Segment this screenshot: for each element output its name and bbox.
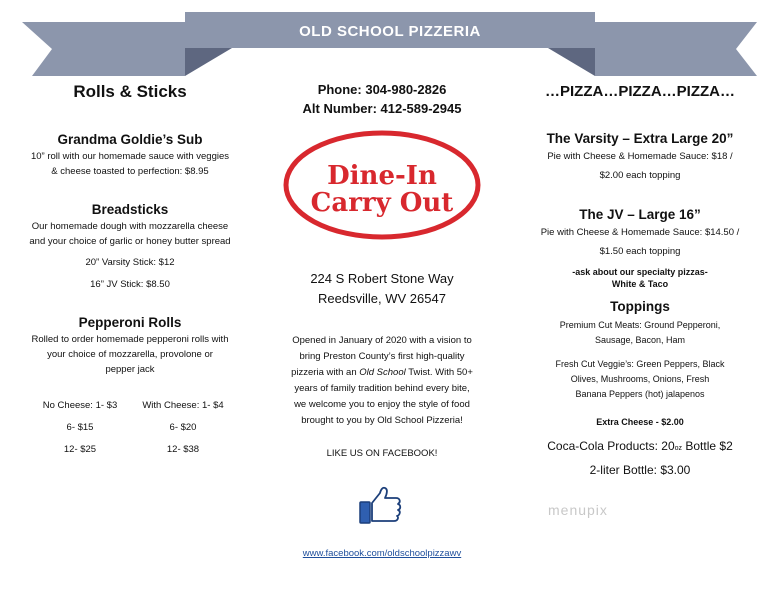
- rolls-sticks-heading: Rolls & Sticks: [73, 82, 187, 101]
- about-line-1: Opened in January of 2020 with a vision to: [292, 335, 472, 346]
- jv-stick-price: 16” JV Stick: $8.50: [90, 279, 170, 290]
- with-cheese-12: 12- $38: [166, 444, 200, 455]
- thumbs-up-icon[interactable]: [358, 485, 404, 525]
- ribbon-right-tail: [595, 22, 757, 76]
- toppings-section: [522, 299, 758, 402]
- pepperoni-desc-2: your choice of mozzarella, provolone or: [47, 349, 213, 360]
- dine-in-logo-svg: [282, 129, 482, 241]
- jv-title: The JV – Large 16”: [579, 207, 701, 222]
- about-line-3-pre: pizzeria with an: [291, 367, 360, 378]
- logo-line-1: Dine-In: [327, 161, 437, 191]
- about-line-3-post: Twist. With 50+: [405, 367, 473, 378]
- toppings-title: Toppings: [610, 299, 670, 314]
- coca-cola-oz: oz: [674, 445, 683, 452]
- about-paragraph: [262, 333, 502, 429]
- varsity-title: The Varsity – Extra Large 20”: [546, 131, 734, 146]
- grandma-sub-section: [14, 132, 246, 179]
- toppings-veg-2: Olives, Mushrooms, Onions, Fresh: [570, 374, 710, 384]
- with-cheese-1: With Cheese: 1- $4: [142, 400, 224, 411]
- toppings-meats-2: Sausage, Bacon, Ham: [594, 335, 686, 345]
- pepperoni-rolls-section: [14, 315, 246, 377]
- pepperoni-desc-3: pepper jack: [105, 364, 155, 375]
- address-line-1: 224 S Robert Stone Way: [310, 271, 454, 286]
- ribbon-left-tail: [22, 22, 185, 76]
- thumbs-up-svg: [358, 485, 404, 525]
- toppings-veg-3: Banana Peppers (hot) jalapenos: [575, 389, 705, 399]
- about-line-3-italic: Old School: [359, 367, 406, 378]
- ribbon-left-fold: [185, 48, 232, 76]
- jv-desc-2: $1.50 each topping: [599, 246, 681, 257]
- logo-line-2: Carry Out: [310, 188, 454, 218]
- breadsticks-desc-2: and your choice of garlic or honey butter spread: [29, 236, 231, 247]
- jv-section: [522, 207, 758, 259]
- about-line-4: years of family tradition behind every bite,: [294, 383, 470, 394]
- coca-cola-post: Bottle $2: [682, 439, 733, 453]
- specialty-line-2: White & Taco: [611, 279, 669, 289]
- menupix-watermark: menupix: [548, 502, 608, 518]
- phone-number: Phone: 304-980-2826: [317, 82, 447, 97]
- alt-number: Alt Number: 412-589-2945: [302, 101, 462, 116]
- grandma-sub-desc-2: & cheese toasted to perfection: $8.95: [51, 166, 209, 177]
- toppings-veg-1: Fresh Cut Veggie’s: Green Peppers, Black: [555, 359, 725, 369]
- jv-desc-1: Pie with Cheese & Homemade Sauce: $14.50 /: [540, 227, 740, 238]
- right-column: [522, 82, 758, 477]
- varsity-section: [522, 131, 758, 183]
- thumb-hand: [372, 488, 400, 521]
- no-cheese-12: 12- $25: [63, 444, 97, 455]
- two-liter-line: 2-liter Bottle: $3.00: [589, 463, 691, 477]
- no-cheese-6: 6- $15: [66, 422, 94, 433]
- about-line-5: we welcome you to enjoy the style of food: [294, 399, 470, 410]
- pepperoni-desc-1: Rolled to order homemade pepperoni rolls with: [31, 334, 229, 345]
- coca-cola-pre: Coca-Cola Products: 20: [547, 439, 675, 453]
- specialty-line-1: -ask about our specialty pizzas-: [572, 267, 708, 277]
- varsity-stick-price: 20” Varsity Stick: $12: [85, 257, 175, 268]
- left-column: [14, 82, 246, 377]
- breadsticks-title: Breadsticks: [91, 202, 169, 217]
- toppings-meats-1: Premium Cut Meats: Ground Pepperoni,: [559, 320, 721, 330]
- coca-cola-line: [522, 439, 758, 453]
- about-line-2: bring Preston County’s first high-quality: [299, 351, 465, 362]
- specialty-section: [522, 266, 758, 290]
- no-cheese-1: No Cheese: 1- $3: [42, 400, 118, 411]
- with-cheese-6: 6- $20: [169, 422, 197, 433]
- breadsticks-desc-1: Our homemade dough with mozzarella cheese: [31, 221, 229, 232]
- grandma-sub-title: Grandma Goldie’s Sub: [57, 132, 203, 147]
- pepperoni-rolls-title: Pepperoni Rolls: [78, 315, 182, 330]
- banner-title: OLD SCHOOL PIZZERIA: [299, 22, 481, 40]
- ribbon-right-fold: [548, 48, 595, 76]
- thumb-cuff: [360, 502, 370, 523]
- extra-cheese: Extra Cheese - $2.00: [596, 417, 684, 427]
- like-facebook-text: LIKE US ON FACEBOOK!: [326, 448, 438, 459]
- varsity-desc-1: Pie with Cheese & Homemade Sauce: $18 /: [547, 151, 733, 162]
- about-line-6: brought to you by Old School Pizzeria!: [301, 415, 463, 426]
- address-line-2: Reedsville, WV 26547: [318, 291, 446, 306]
- facebook-link[interactable]: www.facebook.com/oldschoolpizzawv: [302, 548, 462, 559]
- breadsticks-section: [14, 202, 246, 292]
- grandma-sub-desc-1: 10” roll with our homemade sauce with veggies: [30, 151, 229, 162]
- about-line-3: [262, 365, 502, 381]
- varsity-desc-2: $2.00 each topping: [599, 170, 681, 181]
- pizza-heading: …PIZZA…PIZZA…PIZZA…: [545, 83, 735, 100]
